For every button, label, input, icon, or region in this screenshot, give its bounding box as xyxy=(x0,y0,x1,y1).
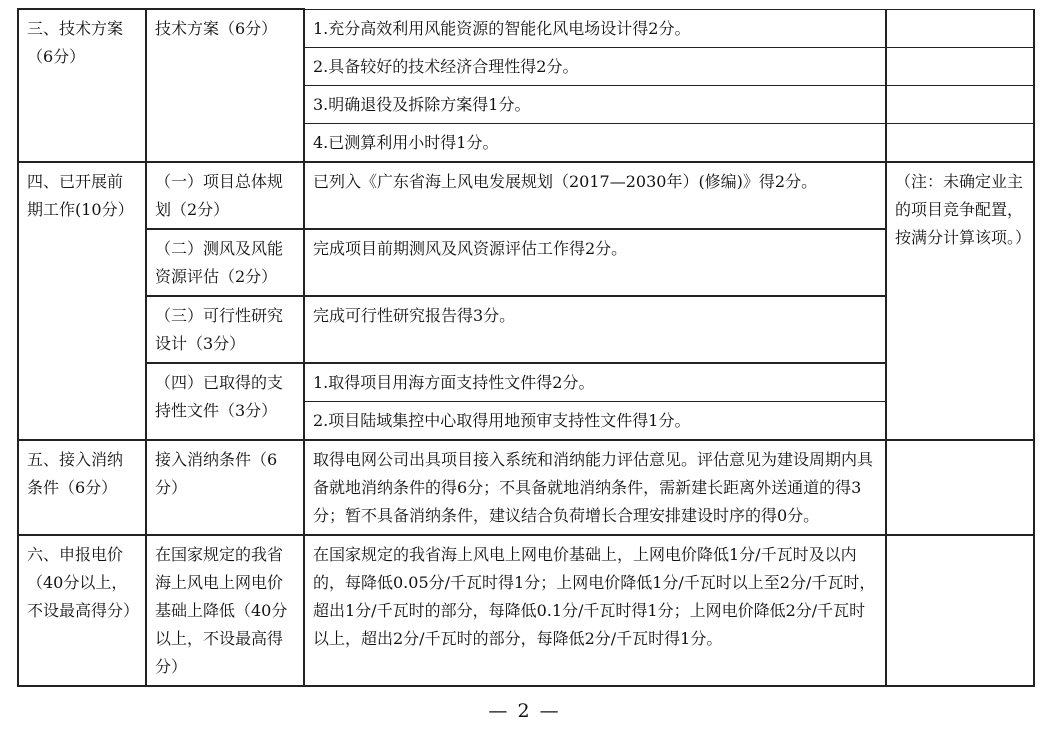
criteria-cell: 1.取得项目用海方面支持性文件得2分。 xyxy=(304,363,886,402)
criteria-cell: 完成可行性研究报告得3分。 xyxy=(304,296,886,363)
page-number: — 2 — xyxy=(488,700,561,722)
table-row xyxy=(18,363,1034,402)
table-row xyxy=(18,229,1034,296)
item-cell: 在国家规定的我省海上风电上网电价基础上降低（40分以上，不设最高得分） xyxy=(146,535,304,686)
table-row xyxy=(18,296,1034,363)
criteria-cell: 1.充分高效利用风能资源的智能化风电场设计得2分。 xyxy=(304,9,886,47)
note-cell xyxy=(886,85,1034,123)
note-cell xyxy=(886,535,1034,686)
item-cell: （三）可行性研究设计（3分） xyxy=(146,296,304,363)
table-row xyxy=(18,162,1034,229)
scoring-table xyxy=(17,8,1035,687)
item-cell: 技术方案（6分） xyxy=(146,9,304,162)
note-cell: （注：未确定业主的项目竞争配置，按满分计算该项。） xyxy=(886,162,1034,440)
item-cell: 接入消纳条件（6分） xyxy=(146,440,304,535)
note-cell xyxy=(886,9,1034,47)
criteria-cell: 完成项目前期测风及风资源评估工作得2分。 xyxy=(304,229,886,296)
category-cell: 六、申报电价（40分以上，不设最高得分） xyxy=(18,535,146,686)
criteria-cell: 取得电网公司出具项目接入系统和消纳能力评估意见。评估意见为建设周期内具备就地消纳条件的得6分；不具备就地消纳条件，需新建长距离外送通道的得3分；暂不具备消纳条件，建议结合负荷增长合理安排建设时序的得0分。 xyxy=(304,440,886,535)
category-cell: 四、已开展前期工作(10分） xyxy=(18,162,146,440)
criteria-cell: 4.已测算利用小时得1分。 xyxy=(304,123,886,162)
note-cell xyxy=(886,47,1034,85)
criteria-cell: 已列入《广东省海上风电发展规划（2017—2030年）(修编)》得2分。 xyxy=(304,162,886,229)
item-cell: （一）项目总体规划（2分） xyxy=(146,162,304,229)
table-row xyxy=(18,535,1034,686)
criteria-cell: 2.具备较好的技术经济合理性得2分。 xyxy=(304,47,886,85)
item-cell: （二）测风及风能资源评估（2分） xyxy=(146,229,304,296)
item-cell: （四）已取得的支持性文件（3分） xyxy=(146,363,304,440)
criteria-cell: 3.明确退役及拆除方案得1分。 xyxy=(304,85,886,123)
criteria-cell: 2.项目陆域集控中心取得用地预审支持性文件得1分。 xyxy=(304,401,886,440)
criteria-cell: 在国家规定的我省海上风电上网电价基础上，上网电价降低1分/千瓦时及以内的，每降低0.05分/千瓦时得1分；上网电价降低1分/千瓦时以上至2分/千瓦时，超出1分/千瓦时的部分，每降低0.1分/千瓦时得1分；上网电价降低2分/千瓦时以上，超出2分/千瓦时的部分，每降低2分/千瓦时得1分。 xyxy=(304,535,886,686)
note-cell xyxy=(886,440,1034,535)
table-row xyxy=(18,9,1034,47)
note-cell xyxy=(886,123,1034,162)
category-cell: 五、接入消纳条件（6分） xyxy=(18,440,146,535)
category-cell: 三、技术方案（6分） xyxy=(18,9,146,162)
table-row xyxy=(18,440,1034,535)
